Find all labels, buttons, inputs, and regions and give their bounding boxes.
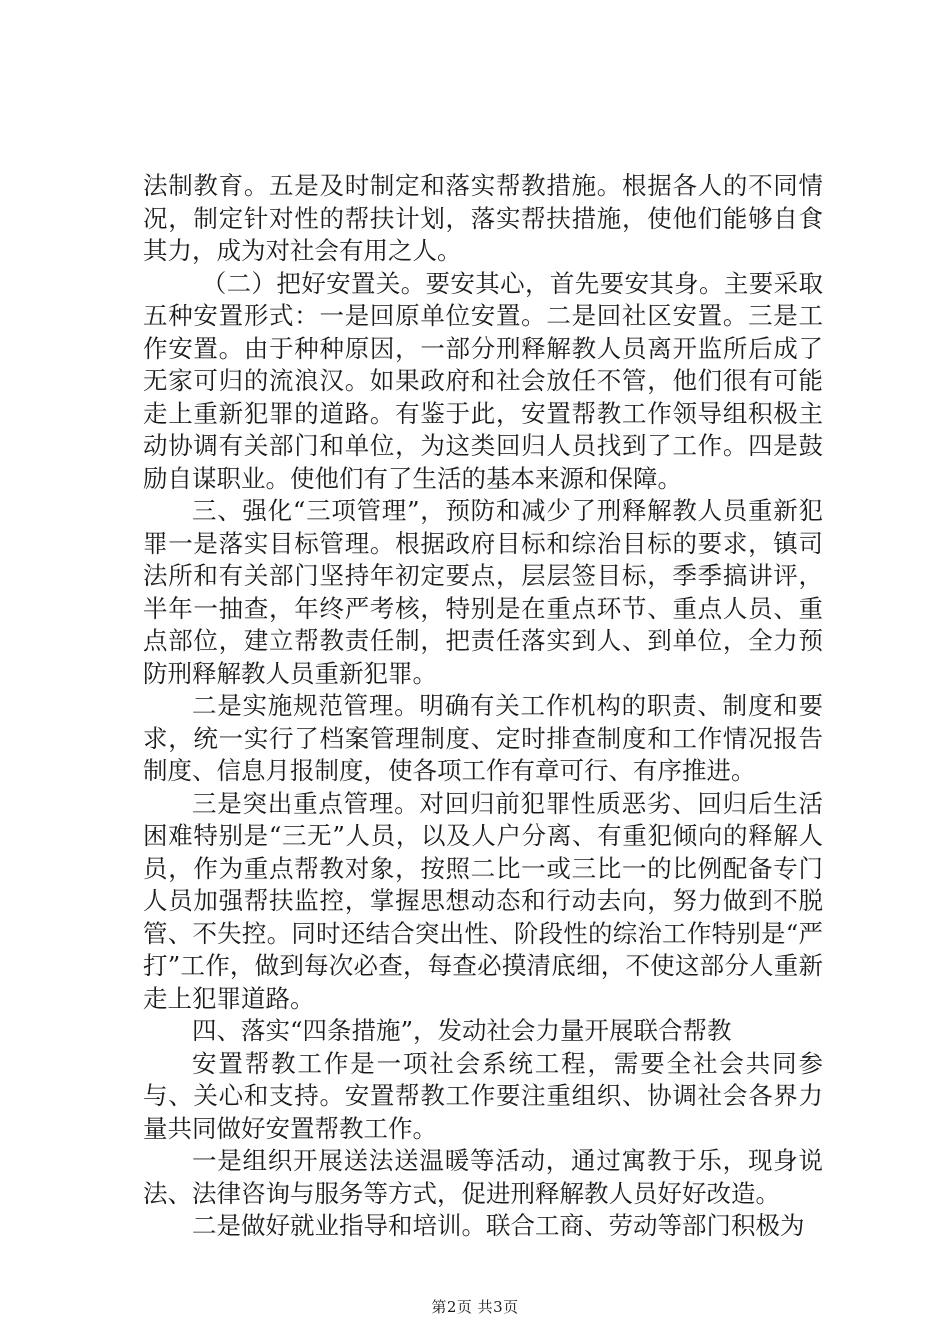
paragraph-placement: （二）把好安置关。要安其心，首先要安其身。主要采取五种安置形式：一是回原单位安置。二是回社区安置。三是工作安置。由于种种原因，一部分刑释解教人员离开监所后成了无家可归的流浪汉。如果政府和社会放任不管，他们很有可能走上重新犯罪的道路。有鉴于此，安置帮教工作领导组积极主动协调有关部门和单位，为这类回归人员找到了工作。四是鼓励自谋职业。使他们有了生活的基本来源和保障。	[143, 268, 823, 493]
paragraph-continuation: 法制教育。五是及时制定和落实帮教措施。根据各人的不同情况，制定针对性的帮扶计划，落实帮扶措施，使他们能够自食其力，成为对社会有用之人。	[143, 171, 823, 265]
paragraph-employment-guidance: 二是做好就业指导和培训。联合工商、劳动等部门积极为	[192, 1211, 805, 1240]
paragraph-key-management: 三是突出重点管理。对回归前犯罪性质恶劣、回归后生活困难特别是“三无”人员，以及人户分离、有重犯倾向的释解人员，作为重点帮教对象，按照二比一或三比一的比例配备专门人员加强帮扶监控，掌握思想动态和行动去向，努力做到不脱管、不失控。同时还结合突出性、阶段性的综治工作特别是“严打”工作，做到每次必查，每查必摸清底细，不使这部分人重新走上犯罪道路。	[143, 788, 823, 1013]
document-body	[143, 170, 823, 1243]
section-heading-four-measures: 四、落实“四条措施”，发动社会力量开展联合帮教	[192, 1016, 732, 1045]
paragraph-social-engineering: 安置帮教工作是一项社会系统工程，需要全社会共同参与、关心和支持。安置帮教工作要注重组织、协调社会各界力量共同做好安置帮教工作。	[143, 1048, 823, 1143]
page-number-footer: 第2页 共3页	[431, 1298, 519, 1316]
paragraph-three-managements: 三、强化“三项管理”，预防和减少了刑释解教人员重新犯罪一是落实目标管理。根据政府目标和综治目标的要求，镇司法所和有关部门坚持年初定要点，层层签目标，季季搞讲评，半年一抽查，年终严考核，特别是在重点环节、重点人员、重点部位，建立帮教责任制，把责任落实到人、到单位，全力预防刑释解教人员重新犯罪。	[143, 496, 823, 688]
paragraph-legal-activities: 一是组织开展送法送温暖等活动，通过寓教于乐，现身说法、法律咨询与服务等方式，促进刑释解教人员好好改造。	[143, 1146, 823, 1208]
paragraph-standard-management: 二是实施规范管理。明确有关工作机构的职责、制度和要求，统一实行了档案管理制度、定时排查制度和工作情况报告制度、信息月报制度，使各项工作有章可行、有序推进。	[143, 691, 823, 785]
